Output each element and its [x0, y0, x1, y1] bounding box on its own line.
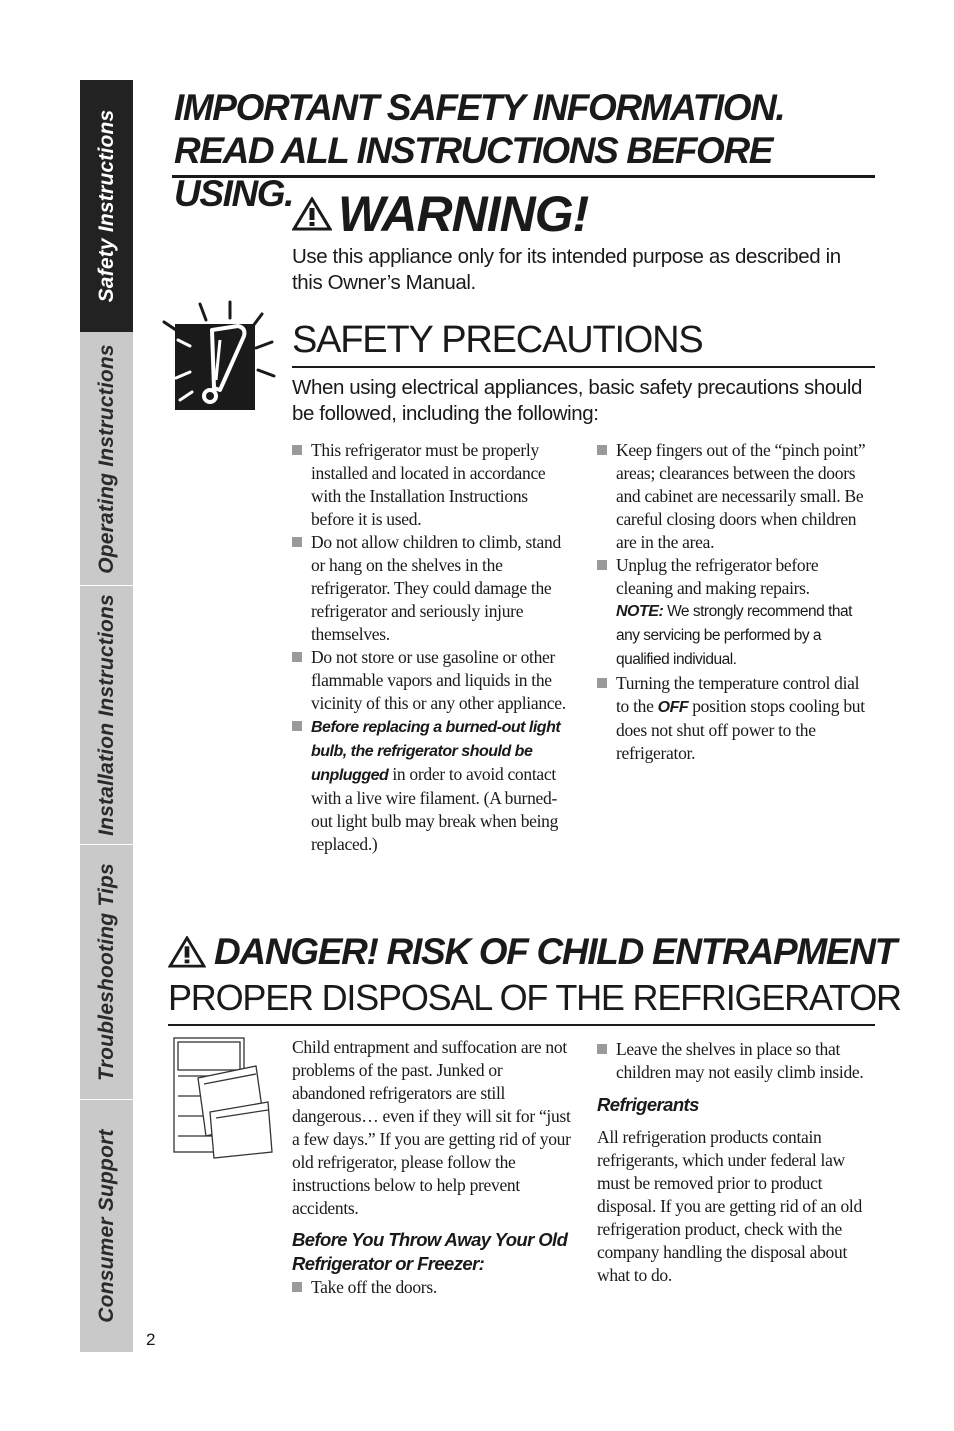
- safety-intro: When using electrical appliances, basic safety precautions should be followed, including the following:: [292, 376, 862, 425]
- list-item: [292, 715, 572, 856]
- disposal-right-column: [597, 1038, 877, 1287]
- list-item: [597, 672, 875, 765]
- refrigerants-text: All refrigeration products contain refrigerants, which under federal law must be removed prior to product disposal. If you are getting rid of an old refrigeration product, check with the company handling the disposal about what to do.: [597, 1127, 862, 1285]
- tab-label: Installation Instructions: [94, 594, 118, 836]
- note: [597, 600, 875, 672]
- list-item: Do not allow children to climb, stand or hang on the shelves in the refrigerator. They could damage the refrigerator and seriously injure themselves.: [292, 531, 572, 646]
- list-item: Unplug the refrigerator before cleaning and making repairs.: [597, 554, 875, 600]
- tab-label: Consumer Support: [94, 1129, 118, 1323]
- refrigerator-doors-removed-icon: [168, 1036, 276, 1160]
- list-item: Leave the shelves in place so that children may not easily climb inside.: [597, 1038, 877, 1084]
- off-label: OFF: [657, 699, 689, 716]
- disposal-left-column: [292, 1036, 574, 1299]
- tab-label: Operating Instructions: [94, 344, 118, 574]
- tab-label: Troubleshooting Tips: [94, 863, 118, 1081]
- exclamation-bulb-icon: [160, 300, 278, 416]
- heading-rule: [172, 175, 875, 178]
- note-text: We strongly recommend that any servicing be performed by a qualified individual.: [616, 603, 852, 668]
- danger-rule: [168, 1024, 875, 1026]
- warning-text: Use this appliance only for its intended purpose as described in this Owner’s Manual.: [292, 245, 841, 294]
- safety-rule: [292, 366, 875, 368]
- tab-label: Safety Instructions: [94, 109, 118, 303]
- tab-troubleshooting-tips[interactable]: [80, 845, 133, 1099]
- list-item: Do not store or use gasoline or other flammable vapors and liquids in the vicinity of this or any other appliance.: [292, 646, 572, 715]
- warning-triangle-icon: [168, 936, 206, 968]
- safety-right-column: [597, 439, 875, 765]
- page-number: 2: [146, 1330, 156, 1349]
- bold-phrase: Before replacing a burned-out light bulb, the refrigerator should be unplugged: [311, 719, 561, 784]
- list-item: This refrigerator must be properly installed and located in accordance with the Installation Instructions before it is used.: [292, 439, 572, 531]
- tab-operating-instructions[interactable]: [80, 333, 133, 585]
- disposal-intro: Child entrapment and suffocation are not problems of the past. Junked or abandoned refrigerators are still dangerous… even if they will sit for “just a few days.” If you are getting rid of your old refrigerator, please follow the instructions below to help prevent accidents.: [292, 1037, 571, 1218]
- phrase: position stops cooling but does not shut off power to the refrigerator.: [616, 696, 865, 763]
- list-item: Take off the doors.: [292, 1276, 574, 1299]
- tab-safety-instructions[interactable]: [80, 80, 133, 332]
- danger-heading: [168, 930, 896, 974]
- before-you-throw-away-heading: Before You Throw Away Your Old Refrigerator or Freezer:: [292, 1229, 568, 1274]
- phrase: in order to avoid contact with a live wire filament. (A burned-out light bulb may break when being replaced.): [311, 764, 559, 854]
- disposal-title: PROPER DISPOSAL OF THE REFRIGERATOR: [168, 977, 901, 1018]
- warning-heading: [292, 186, 588, 242]
- phrase: Turning the temperature control dial to the: [616, 673, 860, 716]
- danger-title: DANGER! RISK OF CHILD ENTRAPMENT: [214, 931, 896, 972]
- tab-installation-instructions[interactable]: [80, 586, 133, 844]
- safety-precautions-title: SAFETY PRECAUTIONS: [292, 319, 703, 361]
- warning-title: WARNING!: [338, 186, 589, 242]
- list-item: Keep fingers out of the “pinch point” areas; clearances between the doors and cabinet are necessarily small. Be careful closing doors when children are in the area.: [597, 439, 875, 554]
- tab-consumer-support[interactable]: [80, 1100, 133, 1352]
- title-line-1: IMPORTANT SAFETY INFORMATION.: [174, 87, 785, 128]
- note-label: NOTE:: [616, 603, 664, 620]
- title-line-2: READ ALL INSTRUCTIONS BEFORE USING.: [174, 130, 773, 214]
- refrigerants-heading: Refrigerants: [597, 1094, 699, 1115]
- side-tab-strip: [80, 80, 133, 1352]
- warning-triangle-icon: [292, 197, 332, 231]
- safety-left-column: [292, 439, 572, 856]
